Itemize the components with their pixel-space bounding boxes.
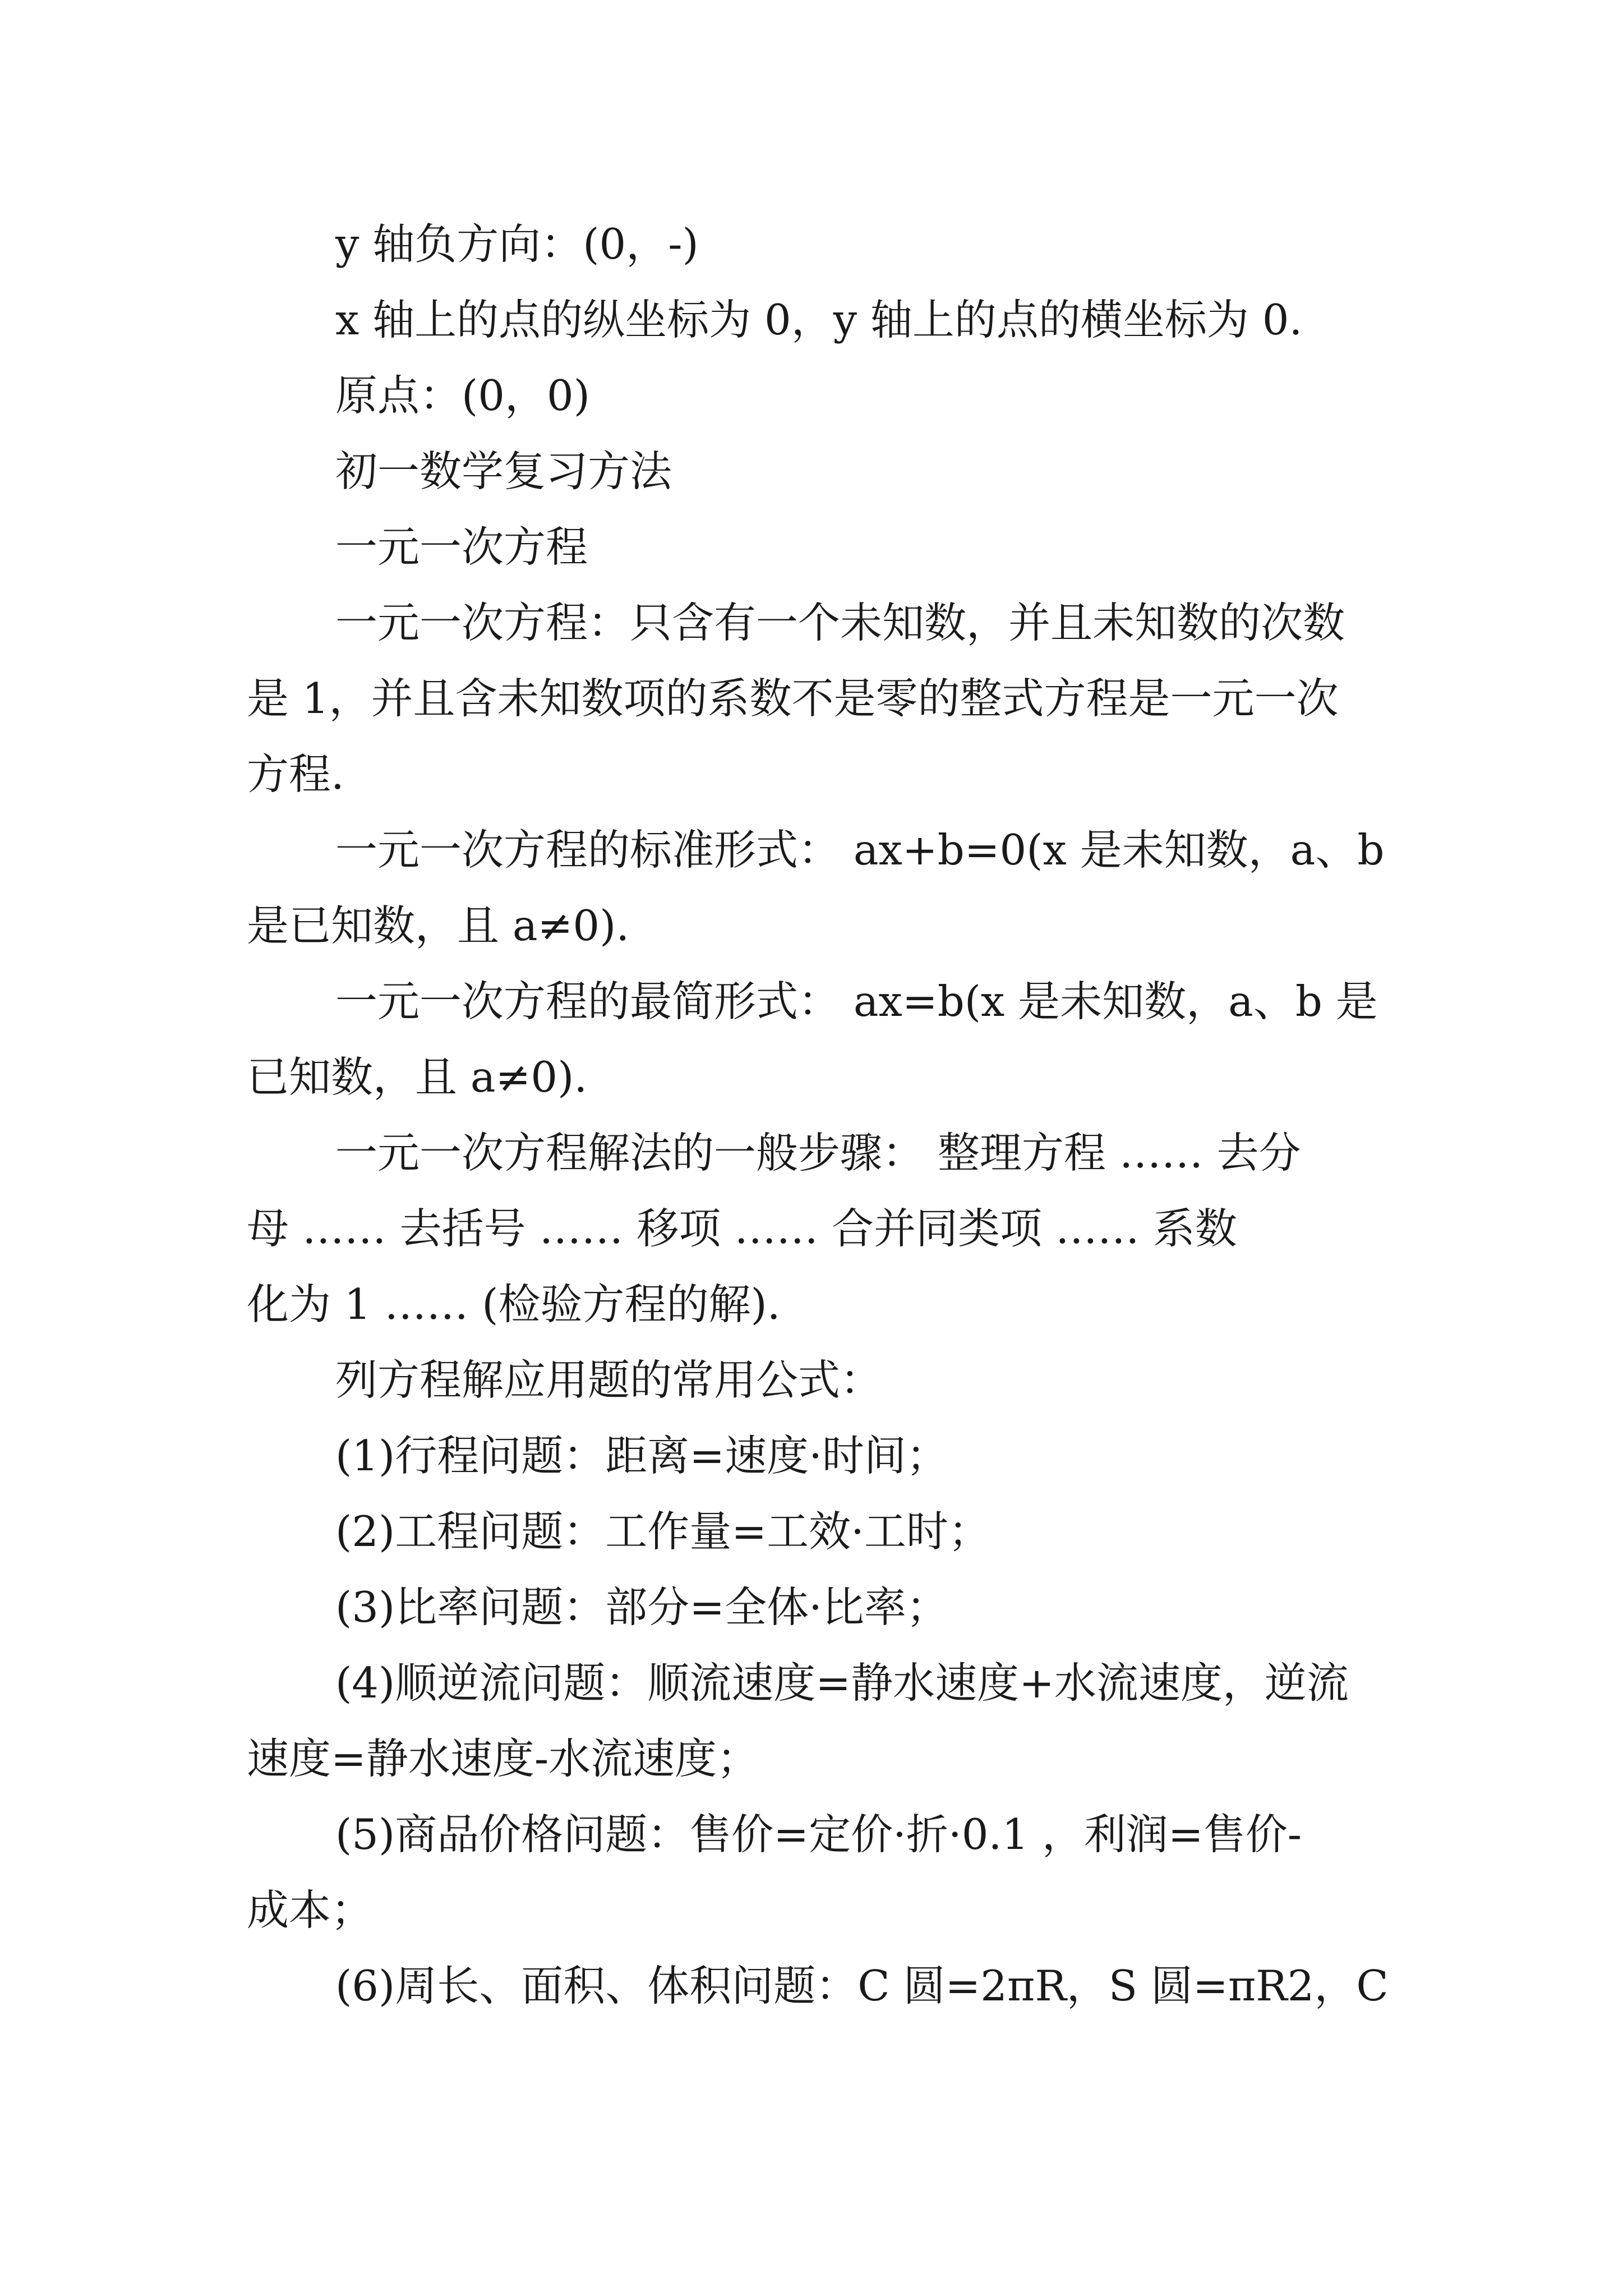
text-line: x 轴上的点的纵坐标为 0，y 轴上的点的横坐标为 0.	[335, 295, 1303, 344]
text-line: (3)比率问题：部分=全体·比率；	[335, 1582, 948, 1632]
text-line: 一元一次方程的最简形式： ax=b(x 是未知数，a、b 是	[335, 977, 1378, 1026]
section-heading: 初一数学复习方法	[335, 447, 672, 496]
text-line: 一元一次方程的标准形式： ax+b=0(x 是未知数，a、b	[335, 825, 1385, 875]
text-line: 化为 1 …… (检验方程的解).	[247, 1280, 781, 1329]
text-line: (6)周长、面积、体积问题：C 圆=2πR，S 圆=πR2，C	[335, 1961, 1389, 2010]
text-line: (5)商品价格问题：售价=定价·折·0.1 ，利润=售价-	[335, 1810, 1302, 1859]
text-line: 列方程解应用题的常用公式：	[335, 1355, 883, 1405]
subsection-heading: 一元一次方程	[335, 522, 588, 572]
text-line: 一元一次方程解法的一般步骤： 整理方程 …… 去分	[335, 1128, 1301, 1177]
text-line: y 轴负方向：(0，-)	[335, 219, 699, 269]
text-line: (2)工程问题：工作量=工效·工时；	[335, 1507, 990, 1556]
text-line: 是已知数，且 a≠0).	[247, 901, 630, 950]
text-line: 方程.	[247, 749, 344, 799]
text-line: (1)行程问题：距离=速度·时间；	[335, 1431, 948, 1480]
text-line: 已知数，且 a≠0).	[247, 1052, 588, 1102]
text-line: 成本；	[247, 1885, 374, 1935]
text-line: 是 1，并且含未知数项的系数不是零的整式方程是一元一次	[247, 674, 1339, 723]
text-line: 一元一次方程：只含有一个未知数，并且未知数的次数	[335, 598, 1345, 647]
text-line: 母 …… 去括号 …… 移项 …… 合并同类项 …… 系数	[247, 1204, 1237, 1253]
text-line: 原点：(0，0)	[335, 371, 590, 420]
text-line: (4)顺逆流问题：顺流速度=静水速度+水流速度，逆流	[335, 1658, 1349, 1708]
text-line: 速度=静水速度-水流速度；	[247, 1734, 759, 1783]
